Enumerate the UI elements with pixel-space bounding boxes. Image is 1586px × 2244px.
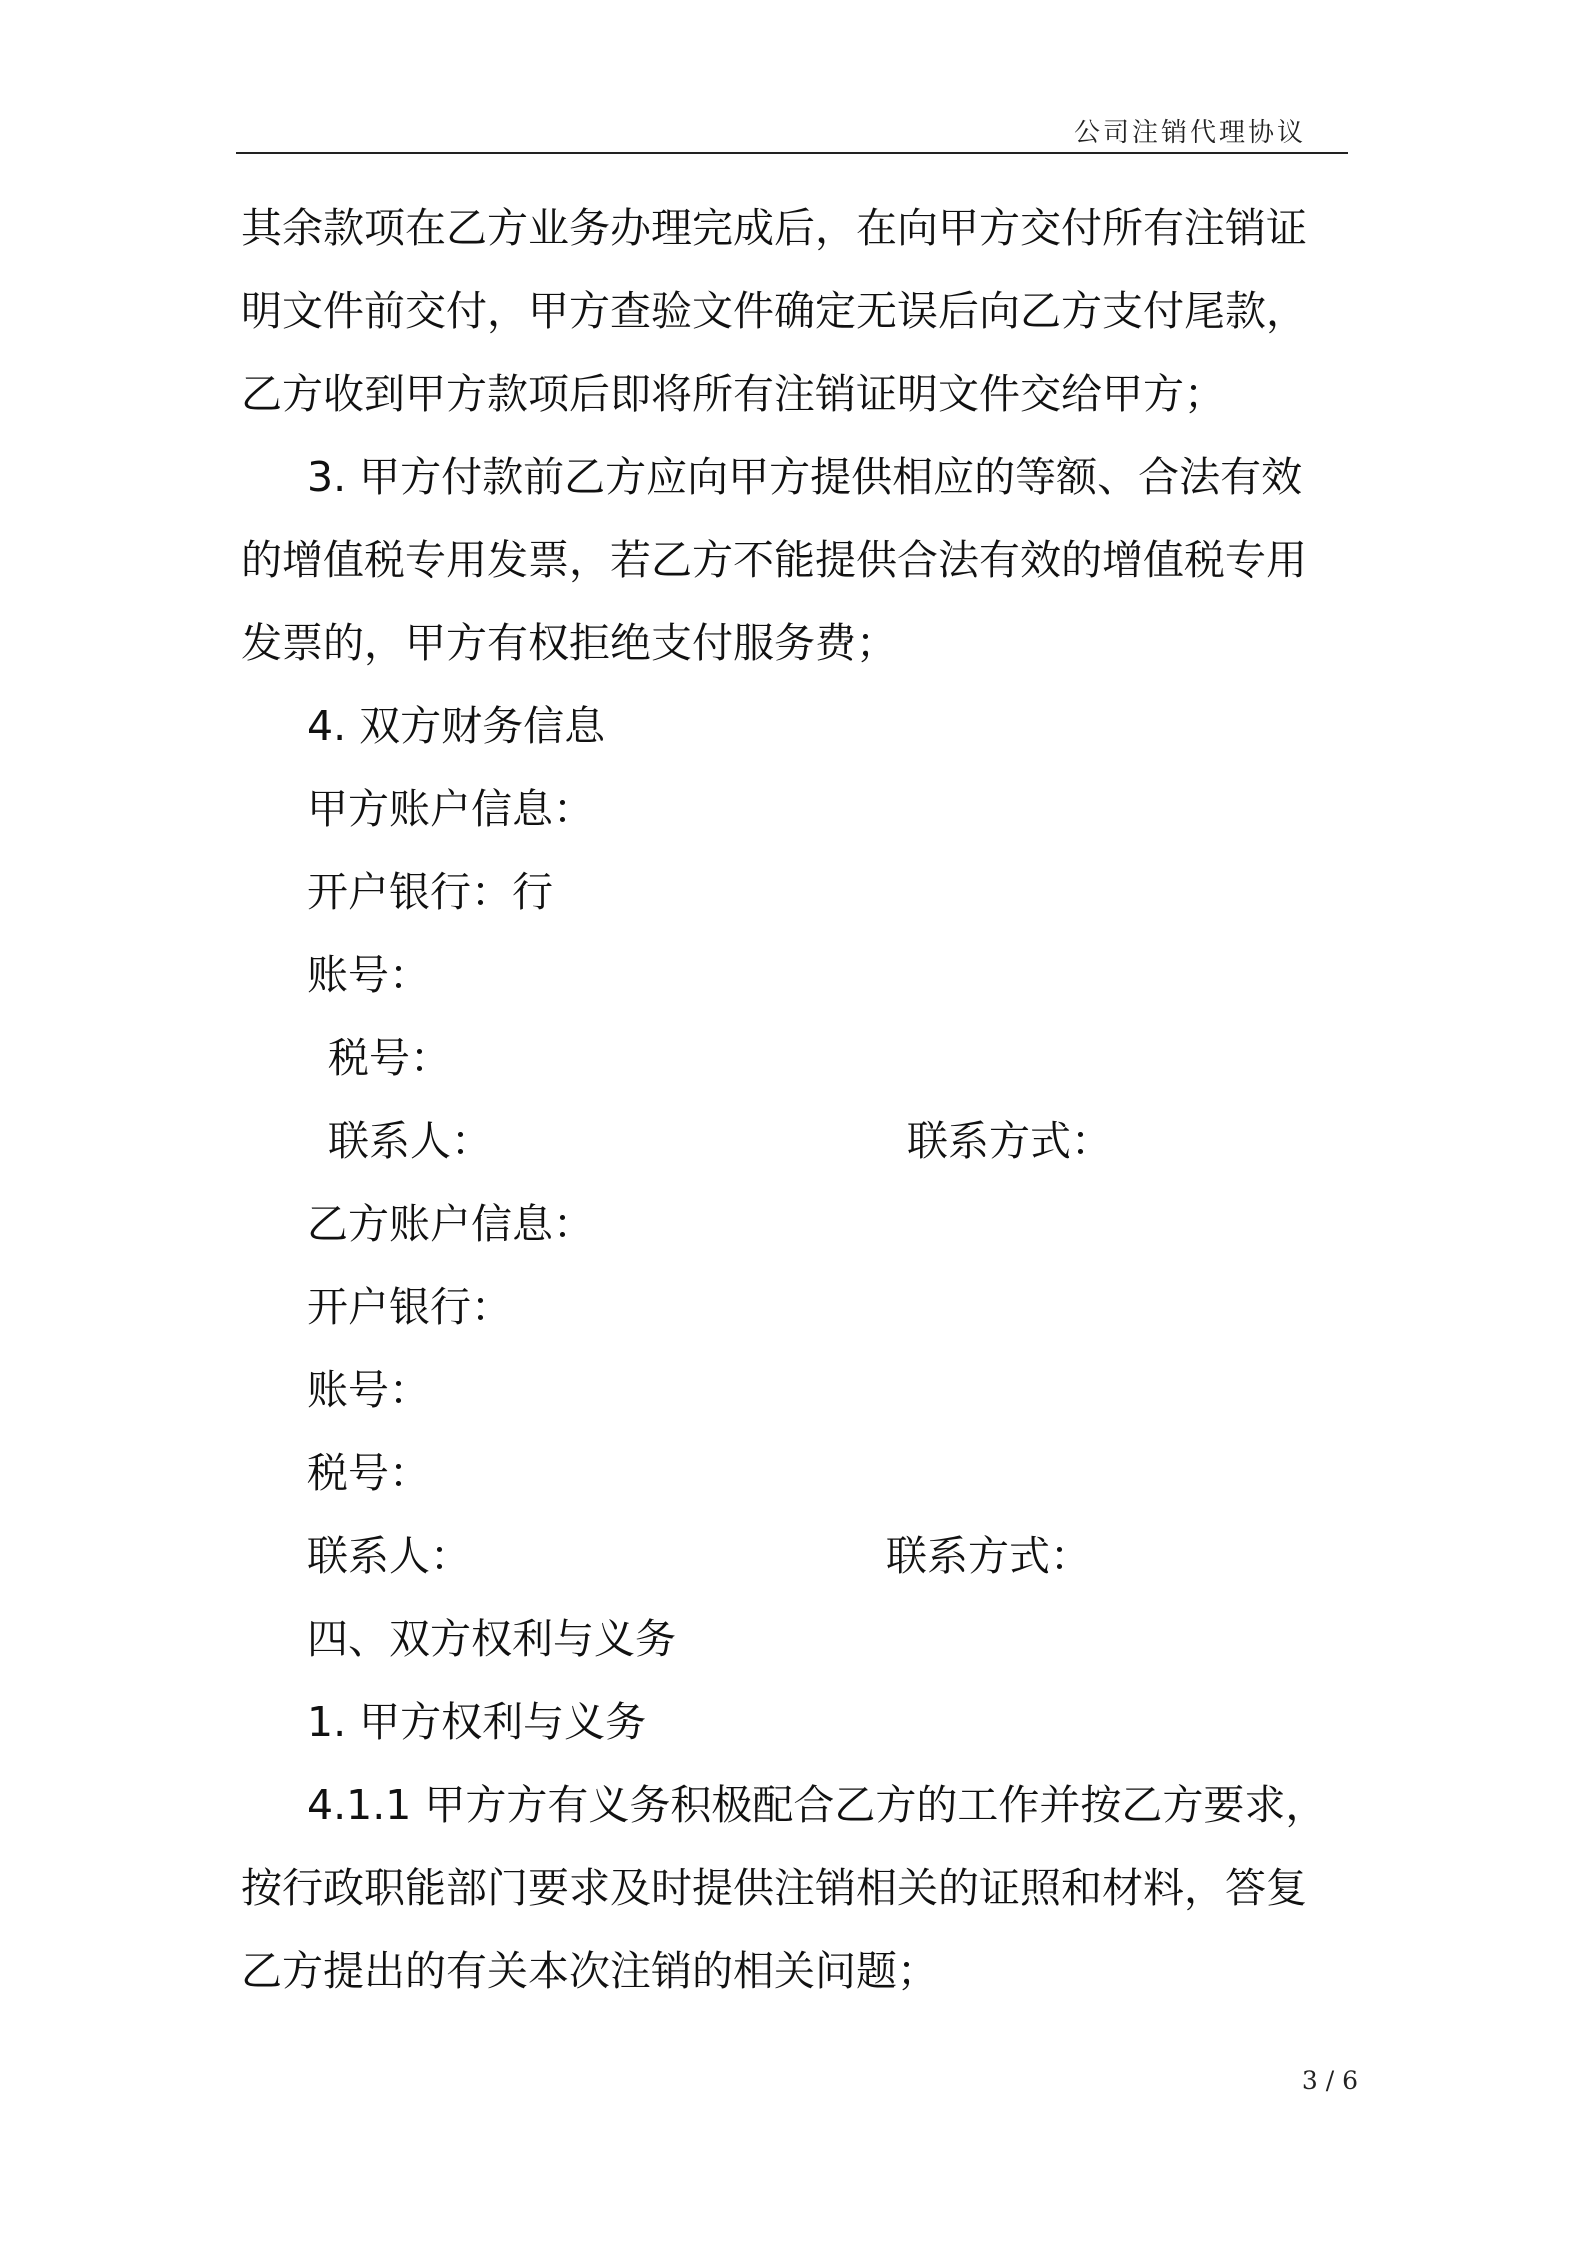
paragraph-line: 其余款项在乙方业务办理完成后，在向甲方交付所有注销证: [241, 204, 1307, 252]
paragraph-line: 明文件前交付，甲方查验文件确定无误后向乙方支付尾款，: [241, 287, 1307, 335]
party-a-tax-no: 税号：: [328, 1034, 451, 1082]
party-a-bank: 开户银行：行: [307, 868, 553, 916]
clause-3-line: 的增值税专用发票，若乙方不能提供合法有效的增值税专用: [241, 536, 1307, 584]
party-a-account: 账号：: [307, 951, 430, 999]
party-a-contact: 联系人：: [328, 1117, 492, 1165]
subsection-1-title: 1. 甲方权利与义务: [307, 1698, 647, 1746]
party-b-heading: 乙方账户信息：: [307, 1200, 594, 1248]
paragraph-line: 乙方收到甲方款项后即将所有注销证明文件交给甲方；: [241, 370, 1225, 418]
party-a-contact-method: 联系方式：: [907, 1117, 1112, 1165]
clause-4-title: 4. 双方财务信息: [307, 702, 606, 750]
item-4-1-1-line: 4.1.1 甲方方有义务积极配合乙方的工作并按乙方要求，: [307, 1781, 1327, 1829]
party-b-account: 账号：: [307, 1366, 430, 1414]
clause-3-line: 发票的，甲方有权拒绝支付服务费；: [241, 619, 897, 667]
party-b-tax-no: 税号：: [307, 1449, 430, 1497]
party-b-contact-method: 联系方式：: [886, 1532, 1091, 1580]
header-divider: [236, 152, 1348, 154]
item-4-1-1-line: 按行政职能部门要求及时提供注销相关的证照和材料，答复: [241, 1864, 1307, 1912]
party-a-heading: 甲方账户信息：: [307, 785, 594, 833]
party-b-bank: 开户银行：: [307, 1283, 512, 1331]
page-number: 3 / 6: [1301, 2066, 1358, 2095]
running-header-title: 公司注销代理协议: [1073, 118, 1306, 148]
party-b-contact: 联系人：: [307, 1532, 471, 1580]
item-4-1-1-line: 乙方提出的有关本次注销的相关问题；: [241, 1947, 938, 1995]
section-4-title: 四、双方权利与义务: [307, 1615, 676, 1663]
clause-3-line: 3. 甲方付款前乙方应向甲方提供相应的等额、合法有效: [307, 453, 1303, 501]
